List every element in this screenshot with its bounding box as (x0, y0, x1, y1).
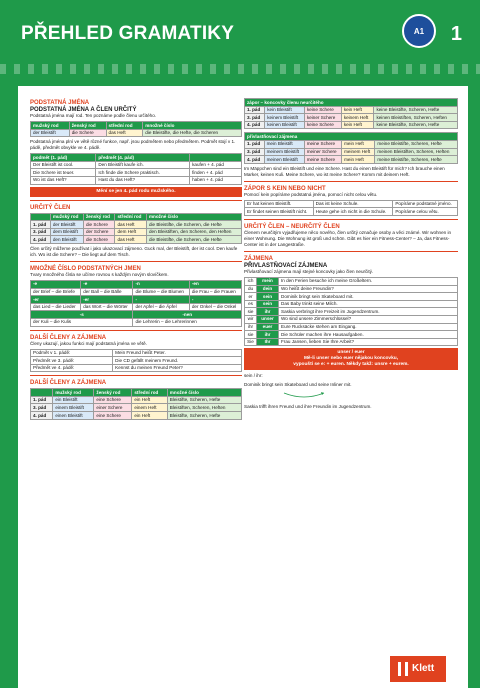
example: Wo heißt deine Freundin? (279, 285, 458, 293)
example: Saskia verbringt ihre Freizeit im Jugendzentrum. (279, 308, 458, 316)
table-cell: der Schere (83, 228, 114, 236)
table-head: množné číslo (146, 213, 241, 221)
table-head: množné číslo (143, 122, 242, 130)
table-cell: meiner Schere (304, 148, 341, 156)
table-cell: Wo ist das Heft? (31, 176, 96, 184)
table-cell: Er findet seinen Bleistift nicht. (245, 208, 314, 216)
section-heading: URČITÝ ČLEN – NEURČITÝ ČLEN (244, 223, 340, 230)
table-cell: dem Heft (115, 228, 146, 236)
table-head: podmět (1. pád) (31, 154, 96, 162)
pronoun: sie (245, 331, 257, 339)
table-cell: Mein Freund heißt Peter. (113, 349, 242, 357)
table-head: zápor – koncovky členu neurčitého (245, 99, 458, 107)
table-cell: Bleistiften, Scheren, Heften (167, 404, 241, 412)
example-sentence: Dominik bringt sein Skateboard und seine Inliner mit. (244, 382, 352, 388)
table-cell: meine Schere (304, 156, 341, 164)
possessive: euer (257, 323, 279, 331)
table-cell: die Lehrerin – die Lehrerinnen (133, 318, 242, 326)
table-head: střední rod (132, 389, 167, 397)
arrow-icon (244, 391, 458, 401)
logo-text: Klett (412, 663, 435, 674)
level-badge-label: A1 (413, 27, 425, 36)
table-head: -e (81, 280, 133, 288)
table-cell: der Apfel – die Äpfel (133, 303, 189, 311)
case-label: 1. pád (31, 396, 53, 404)
table-head: ženský rod (83, 213, 114, 221)
table-head: -er (31, 296, 81, 304)
case-label: 1. pád (245, 106, 265, 114)
table-cell: ein Bleistift (53, 396, 94, 404)
pronoun: ich (245, 277, 257, 285)
table-head: - (189, 296, 241, 304)
case-label: 4. pád (245, 121, 265, 129)
table-cell: einer Schere (94, 404, 132, 412)
example: In den Ferien besuche ich meine Großeltern. (279, 277, 458, 285)
subject-object-table (30, 153, 242, 184)
table-cell: meinem Heft (342, 148, 375, 156)
possessive: Ihr (257, 338, 279, 346)
case-label: 3. pád (31, 228, 51, 236)
possessive: dein (257, 285, 279, 293)
table-cell: der Onkel – die Onkel (189, 303, 241, 311)
table-cell: Ich finde die Schere praktisch. (96, 169, 190, 177)
table-cell: die Schere (69, 129, 106, 137)
table-cell: das Heft (115, 221, 146, 229)
paragraph: Členem neurčitým vyjadřujeme něco nového, člen určitý označuje osoby a věci známé. Wir wohnen in einer Wohnung. Die Wohnung ist groß und schön. Gibt es hier ein Fitness-Center? – Ja, das Fitness-Center ist in der Langestraße. (244, 229, 452, 247)
rule-bar: Mění se jen 4. pád rodu mužského. (30, 187, 242, 197)
table-cell: haben + 4. pád (190, 176, 242, 184)
table-cell: kein Bleistift (265, 106, 305, 114)
table-cell: dem Bleistift (50, 228, 83, 236)
table-cell: die Blume – die Blumen (133, 288, 189, 296)
table-cell: Er hat keinen Bleistift. (245, 200, 314, 208)
example: Eure Rucksäcke stehen am Eingang. (279, 323, 458, 331)
table-cell: keinem Heft (341, 114, 374, 122)
table-cell: den Bleistiften, den Scheren, den Heften (146, 228, 241, 236)
case-label: 1. pád (31, 221, 51, 229)
table-head: mužský rod (50, 213, 83, 221)
case-label: 4. pád (245, 156, 265, 164)
intro-text: Tvary množného čísla se učíme rovnou s každým novým slovíčkem. (30, 271, 169, 277)
table-cell: Popíráme podstatné jméno. (393, 200, 458, 208)
case-label: 1. pád (245, 140, 265, 148)
indefinite-article-table (30, 388, 242, 419)
sub-heading: PODSTATNÁ JMÉNA A ČLEN URČITÝ (30, 107, 137, 113)
section-heading: URČITÝ ČLEN (30, 204, 71, 211)
table-cell: meinen Bleistiften, Scheren, Heften (375, 148, 458, 156)
table-cell: die Schere (83, 236, 114, 244)
table-cell: keinem Bleistift (265, 114, 305, 122)
table-cell: einen Bleistift (53, 412, 94, 420)
intro-text: Členy ukazují, jakou funkci mají podstatná jména ve větě. (30, 340, 147, 346)
table-cell: den Bleistift (50, 236, 83, 244)
rule-bar-line: vypouští se e: + euren. Někdy takž: unsre + eurem. (293, 362, 409, 368)
table-head: množné číslo (167, 389, 241, 397)
table-cell: meinem Bleistift (264, 148, 304, 156)
table-cell: mein Heft (342, 156, 375, 164)
table-cell: die Schere (83, 221, 114, 229)
table-cell: Heute gehe ich nicht in die Schule. (313, 208, 393, 216)
table-cell: der Brief – die Briefe (31, 288, 81, 296)
paragraph: Podstatná jména plní ve větě různé funkce, např. jsou podmětem nebo předmětem. Podmět stojí v 1. pádě, předmět obvykle ve 4. pádě. (30, 139, 236, 151)
level-badge (402, 14, 436, 48)
intro-text: Přivlastňovací zájmena mají stejné koncovky jako člen neurčitý. (244, 268, 374, 274)
example: Dominik bringt sein Skateboard mit. (279, 293, 458, 301)
example: Frau Jansen, lieben Sie Ihre Arbeit? (279, 338, 458, 346)
table-cell: eine Schere (94, 396, 132, 404)
table-cell: Die Schere ist teuer. (31, 169, 96, 177)
possessive-table (244, 132, 458, 163)
table-cell: keinen Bleistift (265, 121, 305, 129)
table-head: střední rod (106, 122, 143, 130)
page-number: 1 (450, 23, 462, 45)
table-cell: Kennst du meinen Freund Peter? (113, 364, 242, 372)
page-title: PŘEHLED GRAMATIKY (21, 23, 235, 44)
table-cell: keine Bleistifte, Scheren, Hefte (374, 121, 458, 129)
table-cell: mein Bleistift (264, 140, 304, 148)
table-cell: ein Heft (132, 412, 167, 420)
case-label: 3. pád (31, 404, 53, 412)
negation-article-table (244, 98, 458, 129)
example: Wo sind unsere Zimmerschlüssel? (279, 315, 458, 323)
table-cell: einem Heft (132, 404, 167, 412)
table-cell: Das ist keine Schule. (313, 200, 393, 208)
paragraph: Člen určitý můžeme používat i jako ukazovací zájmeno. Guck mal, der Bleistift, der ist cool. Den kaufe ich. Wo ist die Schere? – Die liegt auf dem Tisch. (30, 245, 238, 257)
table-cell: der Kuli – die Kulis (31, 318, 133, 326)
section-heading: MNOŽNÉ ČÍSLO PODSTATNÝCH JMEN (30, 265, 141, 272)
table-head: -er (81, 296, 133, 304)
possessive: sein (257, 300, 279, 308)
table-head: -s (31, 311, 133, 319)
table-cell: Podmět v 1. pádě: (31, 349, 113, 357)
section-heading: DALŠÍ ČLENY A ZÁJMENA (30, 380, 107, 387)
plural-table (30, 280, 242, 327)
negation-table (244, 200, 458, 216)
pronoun-table (244, 277, 458, 346)
table-cell: Die CD gefällt meinem Freund. (113, 357, 242, 365)
example: Das Baby trinkt seine Milch. (279, 300, 458, 308)
table-cell: finden + 4. pád (190, 169, 242, 177)
table-cell: meine Bleistifte, Scheren, Hefte (375, 156, 458, 164)
case-label: 4. pád (31, 236, 51, 244)
table-cell: Den Bleistift kaufe ich. (96, 161, 190, 169)
table-cell: eine Schere (94, 412, 132, 420)
table-cell: der Bleistift (50, 221, 83, 229)
table-cell: kein Heft (341, 106, 374, 114)
table-cell: kein Heft (341, 121, 374, 129)
table-cell: keine Bleistifte, Scheren, Hefte (374, 106, 458, 114)
possessive: sein (257, 293, 279, 301)
table-cell: meine Bleistifte, Scheren, Hefte (375, 140, 458, 148)
table-head: přivlastňovací zájmena (245, 133, 458, 141)
table-cell: meine Schere (304, 140, 341, 148)
rule-bar-line: unser / euer (337, 350, 365, 356)
pronoun: du (245, 285, 257, 293)
table-cell: das Heft (106, 129, 143, 137)
table-head: ženský rod (69, 122, 106, 130)
table-head (31, 213, 51, 221)
table-head: střední rod (115, 213, 146, 221)
header-stripes (0, 64, 480, 74)
section-heading: PODSTATNÁ JMÉNA (30, 100, 90, 106)
table-cell: der Bleistift (31, 129, 70, 137)
table-head (190, 154, 242, 162)
table-head: -n (133, 280, 189, 288)
definite-article-table (30, 213, 242, 244)
table-head: mužský rod (31, 122, 70, 130)
table-cell: kaufen + 4. pád (190, 161, 242, 169)
table-cell: Der Bleistift ist cool. (31, 161, 96, 169)
case-label: 4. pád (31, 412, 53, 420)
table-cell: Předmět ve 4. pádě: (31, 364, 113, 372)
table-cell: Bleistifte, Scheren, Hefte (167, 396, 241, 404)
possessive: mein (257, 277, 279, 285)
case-label: 3. pád (245, 114, 265, 122)
table-cell: meinen Bleistift (264, 156, 304, 164)
table-head: předmět (4. pád) (96, 154, 190, 162)
table-cell: die Bleistifte, die Hefte, die Scheren (143, 129, 242, 137)
function-table (30, 349, 242, 373)
section-heading: DALŠÍ ČLENY A ZÁJMENA (30, 334, 107, 341)
table-cell: keine Schere (304, 121, 341, 129)
left-column (30, 96, 242, 420)
table-cell: die Bleistifte, die Scheren, die Hefte (146, 236, 241, 244)
table-cell: ein Heft (132, 396, 167, 404)
pronoun: ihr (245, 323, 257, 331)
pronoun: es (245, 300, 257, 308)
possessive: unser (257, 315, 279, 323)
example-sentence: Saskia trifft ihren Freund und ihre Freundin im Jugendzentrum. (244, 404, 372, 410)
pronoun: wir (245, 315, 257, 323)
table-cell: mein Heft (342, 140, 375, 148)
logo-mark-icon (398, 662, 408, 676)
paragraph: Im Mäppchen sind ein Bleistift und eine Schere. Hast du einen Bleistift für mich? Ich brauche einen Marker, keinen Kuli. Meine Schere, wo ist meine Schere? Komm mit deinem Heft. (244, 165, 445, 177)
sub-heading: PŘIVLASTŇOVACÍ ZÁJMENA (244, 262, 328, 269)
table-head: -e (31, 280, 81, 288)
table-head: -nen (133, 311, 242, 319)
table-cell: Hast du das Heft? (96, 176, 190, 184)
table-head: mužský rod (53, 389, 94, 397)
page-header (0, 0, 480, 74)
table-cell: die Frau – die Frauen (189, 288, 241, 296)
rule-bar-line: Mě-li unser nebo euer nějakou koncovku, (303, 356, 399, 362)
table-cell: die Bleistifte, die Scheren, die Hefte (146, 221, 241, 229)
table-cell: Bleistifte, Scheren, Hefte (167, 412, 241, 420)
table-head (31, 389, 53, 397)
table-cell: keiner Schere (304, 114, 341, 122)
sein-ihr-label: sein / ihr: (244, 373, 263, 379)
pronoun: er (245, 293, 257, 301)
table-cell: keinen Bleistiften, Scheren, Heften (374, 114, 458, 122)
rule-bar (244, 348, 458, 370)
pronoun: sie (245, 308, 257, 316)
case-label: 3. pád (245, 148, 265, 156)
klett-logo (390, 656, 446, 682)
table-head: -en (189, 280, 241, 288)
table-cell: Předmět ve 3. pádě: (31, 357, 113, 365)
intro-text: Pomocí kein popíráme podstatná jména, pomocí nicht celou větu. (244, 191, 378, 197)
intro-text: Podstatná jména mají rod. Ten poznáme podle členu určitého. (30, 113, 157, 118)
table-cell: der Ball – die Bälle (81, 288, 133, 296)
table-cell: Popíráme celou větu. (393, 208, 458, 216)
section-heading: ZÁPOR S KEIN NEBO NICHT (244, 185, 326, 192)
table-cell: das Wort – die Wörter (81, 303, 133, 311)
table-head: ženský rod (94, 389, 132, 397)
section-heading: ZÁJMENA (244, 255, 274, 262)
pronoun: Sie (245, 338, 257, 346)
table-cell: einem Bleistift (53, 404, 94, 412)
grammar-sheet (18, 86, 468, 688)
right-column (244, 96, 458, 410)
gender-table (30, 121, 242, 137)
example: Die Schüler machen ihre Hausaufgaben. (279, 331, 458, 339)
table-cell: keine Schere (304, 106, 341, 114)
table-head: - (133, 296, 189, 304)
table-cell: das Lied – die Lieder (31, 303, 81, 311)
possessive: ihr (257, 331, 279, 339)
table-cell: das Heft (115, 236, 146, 244)
possessive: ihr (257, 308, 279, 316)
